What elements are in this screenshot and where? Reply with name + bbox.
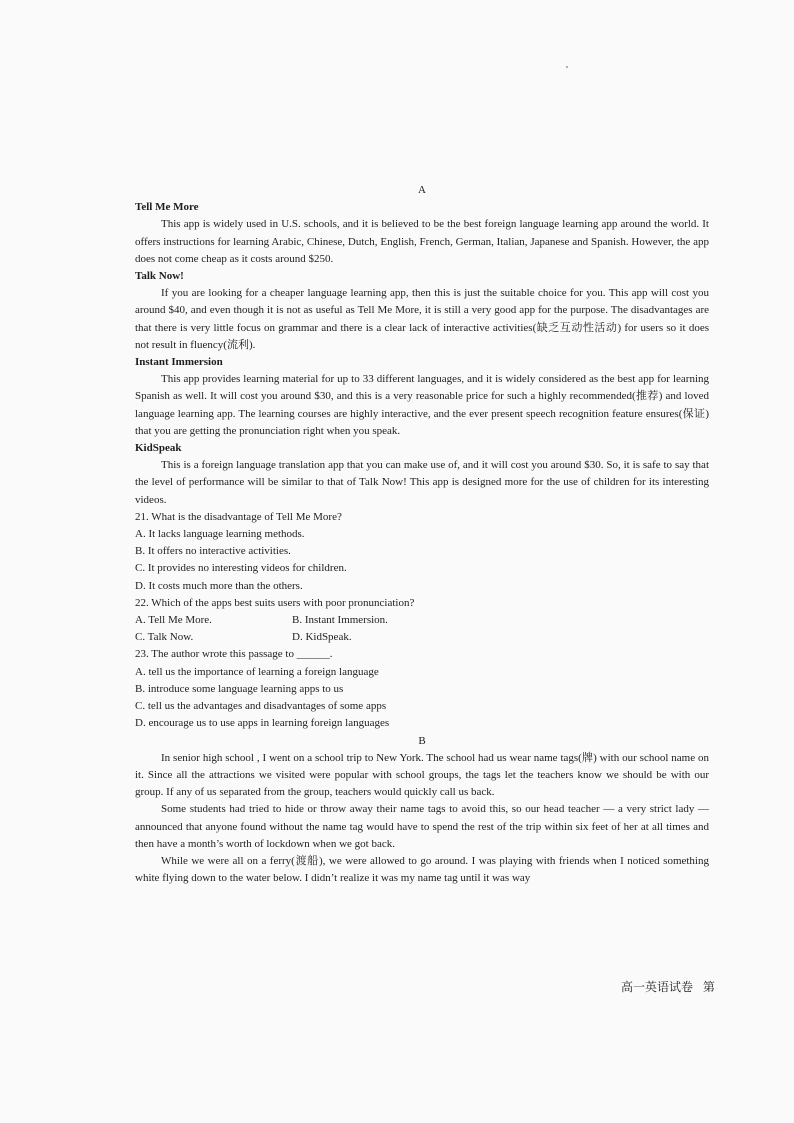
app-title-tell-me-more: Tell Me More bbox=[135, 201, 199, 214]
question-22-option: D. KidSpeak. bbox=[292, 631, 352, 644]
app-title-kidspeak: KidSpeak bbox=[135, 442, 182, 455]
app-title-talk-now: Talk Now! bbox=[135, 270, 184, 283]
question-22-options-row bbox=[135, 612, 709, 629]
question-22-stem: 22. Which of the apps best suits users with poor pronunciation? bbox=[135, 596, 415, 609]
section-a-heading: A bbox=[418, 184, 426, 196]
question-23-option: D. encourage us to use apps in learning foreign languages bbox=[135, 717, 390, 730]
passage-b-paragraph: Some students had tried to hide or throw away their name tags to avoid this, so our head teacher — a very strict lady — announced that anyone found without the name tag would have to spend the rest of the trip within six feet of her at all times and then have a month’s worth of lockdown when we got back. bbox=[135, 803, 709, 850]
question-23-option: C. tell us the advantages and disadvantages of some apps bbox=[135, 700, 387, 713]
question-22-option: C. Talk Now. bbox=[135, 631, 194, 644]
exam-content bbox=[135, 182, 709, 887]
passage-b-paragraph: In senior high school , I went on a school trip to New York. The school had us wear name tags(牌) with our school name on it. Since all the attractions we visited were popular with school groups, the tags let the teachers know we should be with our group. If any of us separated from the group, teachers would quickly call us back. bbox=[135, 751, 709, 799]
question-21-stem: 21. What is the disadvantage of Tell Me More? bbox=[135, 510, 342, 523]
question-23-option: B. introduce some language learning apps to us bbox=[135, 682, 344, 695]
app-text-instant-immersion: This app provides learning material for up to 33 different languages, and it is widely considered as the best app for learning Spanish as well. It will cost you around $30, and this is a very reasonable price for such a highly recommended(推荐) and loved language learning app. The learning courses are highly interactive, and the ever present speech recognition feature ensures(保证) that you are getting the pronunciation right when you speak. bbox=[135, 373, 709, 437]
app-text-talk-now: If you are looking for a cheaper language learning app, then this is just the suitable choice for you. This app will cost you around $40, and even though it is not as useful as Tell Me More, it is still a very good app for the purpose. The disadvantages are that there is very little focus on grammar and there is a clear lack of interactive activities(缺乏互动性活动) for users so it does not result in fluency(流利). bbox=[135, 287, 709, 351]
passage-b-paragraph: While we were all on a ferry(渡船), we were allowed to go around. I was playing with friends when I noticed something white flying down to the water below. I didn’t realize it was my name tag until it was way bbox=[135, 854, 709, 885]
question-21-option: D. It costs much more than the others. bbox=[135, 579, 303, 592]
app-title-instant-immersion: Instant Immersion bbox=[135, 356, 223, 369]
page-footer: 高一英语试卷 第 bbox=[621, 980, 715, 994]
question-23-option: A. tell us the importance of learning a foreign language bbox=[135, 665, 379, 678]
question-23-stem: 23. The author wrote this passage to ______. bbox=[135, 648, 333, 661]
question-22-option: B. Instant Immersion. bbox=[292, 614, 388, 627]
section-b-heading: B bbox=[418, 734, 426, 747]
app-text-kidspeak: This is a foreign language translation app that you can make use of, and it will cost you around $30. So, it is safe to say that the level of performance will be similar to that of Talk Now! This app is designed more for the use of children for its interesting videos. bbox=[135, 459, 709, 506]
question-21-option: B. It offers no interactive activities. bbox=[135, 545, 291, 558]
question-21-option: C. It provides no interesting videos for children. bbox=[135, 562, 347, 575]
question-22-option: A. Tell Me More. bbox=[135, 614, 212, 627]
question-22-options-row bbox=[135, 629, 709, 646]
question-21-option: A. It lacks language learning methods. bbox=[135, 528, 305, 541]
app-text-tell-me-more: This app is widely used in U.S. schools, and it is believed to be the best foreign language learning app around the world. It offers instructions for learning Arabic, Chinese, Dutch, English, French, German, Italian, Japanese and Spanish. However, the app does not come cheap as it costs around $250. bbox=[135, 218, 709, 265]
scan-speck bbox=[566, 66, 568, 68]
